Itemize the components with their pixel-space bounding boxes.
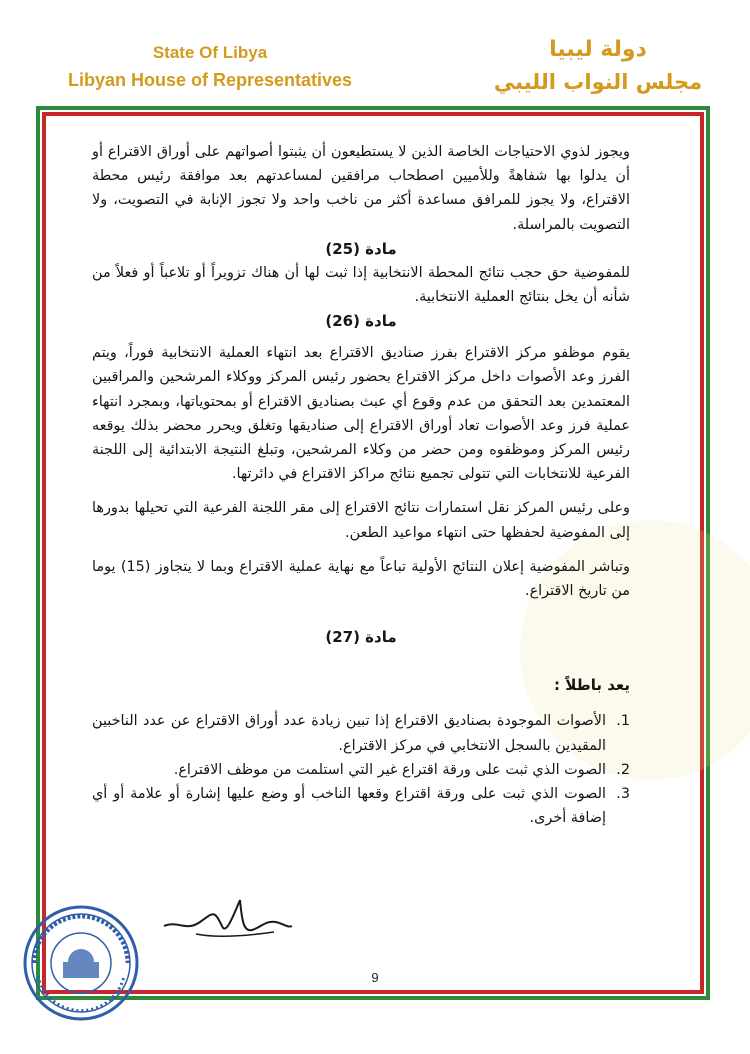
official-seal-icon — [22, 904, 140, 1022]
list-item-text: الصوت الذي ثبت على ورقة اقتراع غير التي استلمت من موظف الاقتراع. — [173, 761, 606, 778]
article-26-paragraph-2: وعلى رئيس المركز نقل استمارات نتائج الاقتراع إلى مقر اللجنة الفرعية التي تحيلها بدورها إلى المفوضية لحفظها حتى انتهاء مواعيد الطعن. — [92, 500, 630, 541]
header-arabic — [488, 34, 708, 98]
invalid-votes-heading: يعد باطلاً : — [554, 676, 630, 695]
list-item-number: 2. — [616, 761, 630, 778]
list-item-text: الصوت الذي ثبت على ورقة اقتراع وقعها الناخب أو وضع عليها إشارة أو علامة أو أي إضافة أخرى. — [92, 786, 606, 827]
list-item — [92, 758, 630, 782]
paragraph-special-needs: ويجوز لذوي الاحتياجات الخاصة الذين لا يستطيعون أن يثبتوا أصواتهم على أوراق الاقتراع أو أن يدلوا بها شفاهةً وللأميين اصطحاب مرافقين لمساعدتهم بعد موافقة رئيس محطة الاقتراع، ولا يجوز للمرافق مساعدة أكثر من ناخب واحد ولا تجوز الإنابة في التصويت، ولا التصويت بالمراسلة. — [92, 144, 630, 233]
article-26-paragraph-3: وتباشر المفوضية إعلان النتائج الأولية تباعاً مع نهاية عملية الاقتراع وبما لا يتجاوز (15) يوما من تاريخ الاقتراع. — [92, 558, 630, 600]
list-item-number: 1. — [616, 713, 630, 730]
document-body — [92, 140, 630, 830]
state-name-ar: دولة ليبيا — [549, 37, 647, 62]
list-item — [92, 782, 630, 830]
house-name-en: Libyan House of Representatives — [67, 70, 353, 90]
article-25-title: مادة (25) — [325, 239, 397, 258]
list-item-text: الأصوات الموجودة بصناديق الاقتراع إذا تبين زيادة عدد أوراق الاقتراع عن عدد الناخبين المقيدين بالسجل الانتخابي في مركز الاقتراع. — [92, 713, 606, 754]
list-item — [92, 709, 630, 757]
signature-icon — [156, 892, 296, 952]
state-name-en: State Of Libya — [152, 43, 268, 62]
house-name-ar: مجلس النواب الليبي — [493, 70, 703, 94]
list-item-number: 3. — [616, 786, 630, 803]
article-25-text: للمفوضية حق حجب نتائج المحطة الانتخابية إذا ثبت لها أن هناك تزويراً أو تلاعباً أو فعلاً من شأنه أن يخل بنتائج العملية الانتخابية. — [92, 264, 630, 306]
page-number: 9 — [371, 970, 379, 985]
header-english — [50, 40, 370, 94]
article-27-title: مادة (27) — [325, 628, 397, 647]
article-26-title: مادة (26) — [325, 312, 397, 331]
article-26-paragraph-1: يقوم موظفو مركز الاقتراع بفرز صناديق الاقتراع بعد انتهاء العملية الانتخابية فوراً، ويتم الفرز وعد الأصوات داخل مركز الاقتراع بحضور رئيس المركز ووكلاء المرشحين والمراقبين المعتمدين بعد التحقق من عدم وقوع أي عبث بصناديق الاقتراع أو بمحتوياتها، وبمجرد انتهاء عملية فرز وعد الأصوات تعاد أوراق الاقتراع إلى صناديقها وتغلق ويحرر محضر بذلك يوقعه رئيس المركز وموظفوه ومن حضر من وكلاء المرشحين، وتبلغ النتيجة الابتدائية إلى اللجنة الفرعية للانتخابات التي تتولى تجميع نتائج مراكز الاقتراع في دائرتها. — [92, 345, 630, 483]
invalid-votes-list — [92, 709, 630, 830]
